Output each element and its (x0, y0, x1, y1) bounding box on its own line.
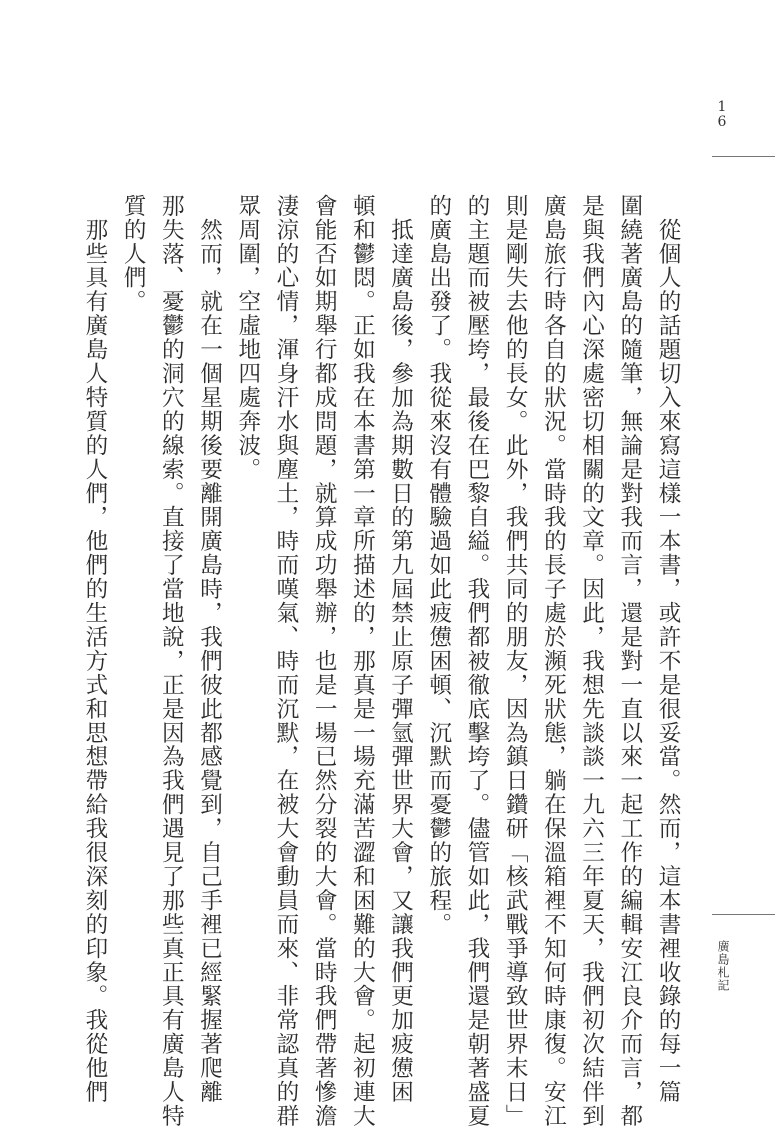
text-column: 那失落、憂鬱的洞穴的線索。直接了當地說，正是因為我們遇見了那些真正具有廣島人特 (158, 194, 185, 1128)
text-column: 廣島旅行時各自的狀況。當時我的長子處於瀕死狀態，躺在保溫箱裡不知何時康復。安江 (540, 194, 567, 1128)
page-number-digit: 1 (717, 99, 727, 115)
text-column: 是與我們內心深處密切相關的文章。因此，我想先談談一九六三年夏天，我們初次結伴到 (578, 194, 605, 1128)
text-column: 會能否如期舉行都成問題，就算成功舉辦，也是一場已然分裂的大會。當時我們帶著慘澹 (311, 194, 338, 1128)
header-rule (712, 156, 775, 157)
text-column: 頓和鬱悶。正如我在本書第一章所描述的，那真是一場充滿苦澀和困難的大會。起初連大 (349, 194, 376, 1128)
text-column: 從個人的話題切入來寫這樣一本書，或許不是很妥當。然而，這本書裡收錄的每一篇 (655, 194, 681, 1105)
text-column: 那些具有廣島人特質的人們，他們的生活方式和思想帶給我很深刻的印象。我從他們 (81, 194, 108, 1105)
page-number-digit: 6 (717, 114, 727, 130)
text-column: 的主題而被壓垮，最後在巴黎自縊。我們都被徹底擊垮了。儘管如此，我們還是朝著盛夏 (463, 194, 490, 1128)
text-column: 質的人們。 (120, 194, 147, 314)
text-column: 圍繞著廣島的隨筆，無論是對我而言，還是對一直以來一起工作的編輯安江良介而言，都 (616, 194, 643, 1128)
text-column: 眾周圍，空虛地四處奔波。 (234, 194, 261, 482)
text-column: 淒涼的心情，渾身汗水與塵土，時而嘆氣、時而沉默，在被大會動員而來、非常認真的群 (272, 194, 299, 1128)
text-column: 然而，就在一個星期後要離開廣島時，我們彼此都感覺到，自己手裡已經緊握著爬離 (196, 194, 223, 1105)
text-column: 的廣島出發了。我從來沒有體驗過如此疲憊困頓、沉默而憂鬱的旅程。 (425, 194, 452, 937)
footer-rule (712, 914, 775, 915)
text-column: 抵達廣島後，參加為期數日的第九屆禁止原子彈氫彈世界大會，又讓我們更加疲憊困 (387, 194, 414, 1105)
page-number (712, 100, 732, 130)
text-column: 則是剛失去他的長女。此外，我們共同的朋友，因為鎮日鑽研「核武戰爭導致世界末日」 (502, 194, 529, 1128)
body-text (76, 194, 687, 1128)
running-title: 廣島札記 (716, 940, 730, 992)
